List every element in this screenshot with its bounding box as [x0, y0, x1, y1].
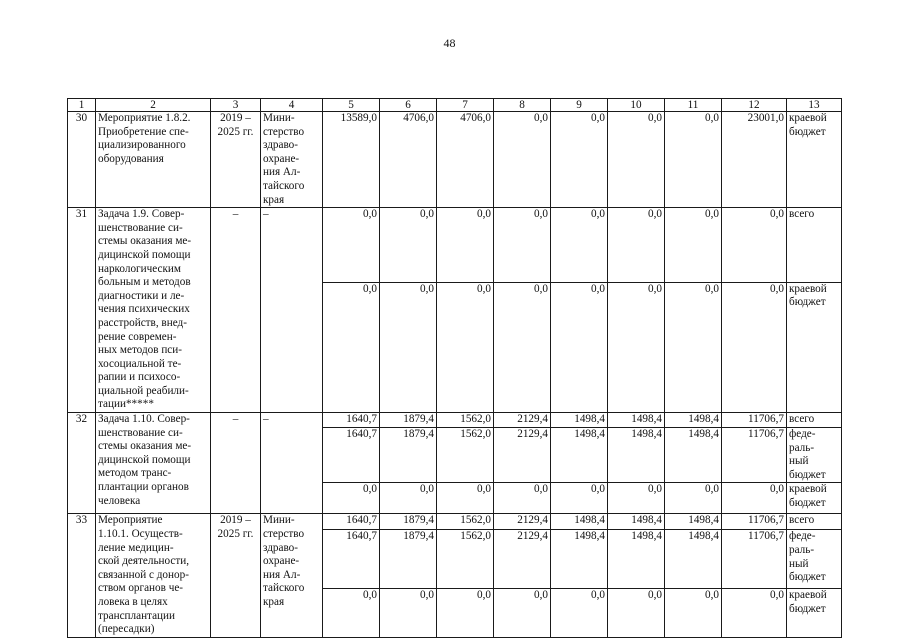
- funding-source-cell: [787, 589, 842, 638]
- amount-cell: 0,0: [323, 589, 380, 638]
- amount-cell: 0,0: [608, 112, 665, 208]
- amount-cell: 0,0: [551, 589, 608, 638]
- amount-cell: 0,0: [722, 282, 787, 412]
- row-number-cell-text: 31: [75, 208, 88, 221]
- row-number-cell: [68, 112, 96, 208]
- amount-cell: 0,0: [494, 208, 551, 283]
- amount-cell: 1498,4: [608, 530, 665, 589]
- amount-cell: 0,0: [551, 208, 608, 283]
- amount-cell: 1879,4: [380, 530, 437, 589]
- amount-cell: 1879,4: [380, 428, 437, 483]
- funding-source-text: краевой бюджет: [789, 112, 827, 138]
- amount-cell: 1640,7: [323, 428, 380, 483]
- funding-source-text: феде- раль- ный бюджет: [789, 530, 826, 584]
- amount-cell: 1562,0: [437, 514, 494, 530]
- amount-cell: 0,0: [608, 208, 665, 283]
- row-number-cell-text: 33: [75, 514, 88, 527]
- period-cell-text: 2019 – 2025 гг.: [217, 514, 254, 541]
- header-cell: 5: [323, 99, 380, 112]
- amount-cell: 0,0: [608, 483, 665, 514]
- funding-source-cell: [787, 112, 842, 208]
- amount-cell: 11706,7: [722, 413, 787, 428]
- amount-cell: 0,0: [494, 112, 551, 208]
- table-row: [68, 112, 842, 208]
- amount-cell: 1640,7: [323, 514, 380, 530]
- row-number-cell: [68, 413, 96, 514]
- funding-source-cell: [787, 483, 842, 514]
- amount-cell: 1498,4: [551, 428, 608, 483]
- amount-cell: 1498,4: [665, 413, 722, 428]
- funding-source-text: всего: [789, 208, 815, 221]
- funding-source-cell: [787, 428, 842, 483]
- header-cell: 8: [494, 99, 551, 112]
- amount-cell: 2129,4: [494, 413, 551, 428]
- amount-cell: 1498,4: [551, 514, 608, 530]
- amount-cell: 0,0: [551, 282, 608, 412]
- amount-cell: 0,0: [665, 483, 722, 514]
- amount-cell: 0,0: [665, 112, 722, 208]
- amount-cell: 1879,4: [380, 413, 437, 428]
- amount-cell: 0,0: [722, 208, 787, 283]
- amount-cell: 0,0: [494, 589, 551, 638]
- table-row: [68, 413, 842, 428]
- amount-cell: 1498,4: [551, 413, 608, 428]
- amount-cell: 1879,4: [380, 514, 437, 530]
- amount-cell: 0,0: [380, 589, 437, 638]
- row-number-cell-text: 32: [75, 413, 88, 426]
- row-number-cell: [68, 208, 96, 413]
- amount-cell: 0,0: [380, 483, 437, 514]
- measure-title-cell-text: Задача 1.9. Совер- шенствование си- стемы оказания ме- дицинской помощи наркологическим больным и методов диагностики и ле- чения психических расстройств, внед- рение современ- ных методов пси- хосоциальной те- рапии и психосо- циальной реабили- тации*****: [98, 208, 192, 411]
- funding-source-cell: [787, 514, 842, 530]
- funding-source-text: краевой бюджет: [789, 483, 827, 510]
- amount-cell: 4706,0: [437, 112, 494, 208]
- executor-cell: [261, 208, 323, 413]
- table-body: [68, 99, 842, 638]
- amount-cell: 0,0: [551, 483, 608, 514]
- header-cell: 9: [551, 99, 608, 112]
- amount-cell: 23001,0: [722, 112, 787, 208]
- header-cell: 7: [437, 99, 494, 112]
- amount-cell: 0,0: [437, 589, 494, 638]
- header-cell: 6: [380, 99, 437, 112]
- header-cell: 10: [608, 99, 665, 112]
- executor-cell-text: –: [263, 208, 269, 221]
- executor-cell-text: Мини- стерство здраво- охране- ния Ал- тайского края: [263, 514, 305, 608]
- executor-cell: [261, 112, 323, 208]
- amount-cell: 1498,4: [608, 428, 665, 483]
- period-cell: [211, 112, 261, 208]
- amount-cell: 1498,4: [665, 428, 722, 483]
- amount-cell: 13589,0: [323, 112, 380, 208]
- measure-title-cell-text: Мероприятие 1.8.2. Приобретение спе- циализированного оборудования: [98, 112, 191, 165]
- period-cell: [211, 208, 261, 413]
- period-cell-text: 2019 – 2025 гг.: [217, 112, 254, 138]
- amount-cell: 1562,0: [437, 428, 494, 483]
- amount-cell: 1498,4: [551, 530, 608, 589]
- funding-source-cell: [787, 282, 842, 412]
- amount-cell: 2129,4: [494, 530, 551, 589]
- amount-cell: 0,0: [665, 282, 722, 412]
- header-cell: 1: [68, 99, 96, 112]
- amount-cell: 4706,0: [380, 112, 437, 208]
- amount-cell: 2129,4: [494, 514, 551, 530]
- amount-cell: 0,0: [494, 282, 551, 412]
- amount-cell: 1562,0: [437, 413, 494, 428]
- amount-cell: 11706,7: [722, 428, 787, 483]
- funding-source-text: краевой бюджет: [789, 282, 827, 309]
- amount-cell: 1498,4: [665, 530, 722, 589]
- amount-cell: 0,0: [323, 282, 380, 412]
- amount-cell: 1498,4: [608, 514, 665, 530]
- amount-cell: 0,0: [437, 282, 494, 412]
- funding-source-text: краевой бюджет: [789, 589, 827, 615]
- measure-title-cell-text: Задача 1.10. Совер- шенствование си- стемы оказания ме- дицинской помощи методом транс- плантации органов человека: [98, 413, 192, 507]
- amount-cell: 11706,7: [722, 514, 787, 530]
- period-cell-text: –: [232, 208, 239, 221]
- period-cell-text: –: [232, 413, 239, 426]
- executor-cell: [261, 514, 323, 637]
- amount-cell: 0,0: [494, 483, 551, 514]
- row-number-cell: [68, 514, 96, 637]
- amount-cell: 0,0: [380, 282, 437, 412]
- amount-cell: 1640,7: [323, 413, 380, 428]
- executor-cell: [261, 413, 323, 514]
- amount-cell: 1640,7: [323, 530, 380, 589]
- header-cell: 4: [261, 99, 323, 112]
- amount-cell: 0,0: [437, 208, 494, 283]
- header-cell: 11: [665, 99, 722, 112]
- funding-source-text: всего: [789, 413, 815, 426]
- amount-cell: 0,0: [665, 589, 722, 638]
- measure-title-cell: [96, 112, 211, 208]
- amount-cell: 0,0: [380, 208, 437, 283]
- page-number: 48: [443, 36, 456, 50]
- header-row: [68, 99, 842, 112]
- amount-cell: 0,0: [608, 282, 665, 412]
- amount-cell: 0,0: [437, 483, 494, 514]
- amount-cell: 2129,4: [494, 428, 551, 483]
- funding-source-cell: [787, 208, 842, 283]
- period-cell: [211, 514, 261, 637]
- funding-source-text: всего: [789, 514, 815, 527]
- amount-cell: 0,0: [323, 208, 380, 283]
- funding-source-text: феде- раль- ный бюджет: [789, 428, 826, 481]
- funding-source-cell: [787, 530, 842, 589]
- amount-cell: 0,0: [722, 483, 787, 514]
- header-cell: 12: [722, 99, 787, 112]
- measure-title-cell: [96, 413, 211, 514]
- amount-cell: 1498,4: [665, 514, 722, 530]
- funding-source-cell: [787, 413, 842, 428]
- measure-title-cell-text: Мероприятие 1.10.1. Осуществ- ление медицин- ской деятельности, связанной с донор- ством органов че- ловека в целях трансплантации (пересадки): [98, 514, 190, 636]
- amount-cell: 0,0: [665, 208, 722, 283]
- row-number-cell-text: 30: [75, 112, 88, 124]
- measure-title-cell: [96, 208, 211, 413]
- amount-cell: 11706,7: [722, 530, 787, 589]
- amount-cell: 0,0: [722, 589, 787, 638]
- header-cell: 3: [211, 99, 261, 112]
- amount-cell: 0,0: [551, 112, 608, 208]
- amount-cell: 0,0: [323, 483, 380, 514]
- period-cell: [211, 413, 261, 514]
- executor-cell-text: Мини- стерство здраво- охране- ния Ал- тайского края: [263, 112, 305, 206]
- amount-cell: 1562,0: [437, 530, 494, 589]
- table-row: [68, 208, 842, 283]
- measure-title-cell: [96, 514, 211, 637]
- amount-cell: 1498,4: [608, 413, 665, 428]
- amount-cell: 0,0: [608, 589, 665, 638]
- table-row: [68, 514, 842, 530]
- header-cell: 2: [96, 99, 211, 112]
- program-table: [67, 98, 842, 638]
- executor-cell-text: –: [263, 413, 269, 426]
- header-cell: 13: [787, 99, 842, 112]
